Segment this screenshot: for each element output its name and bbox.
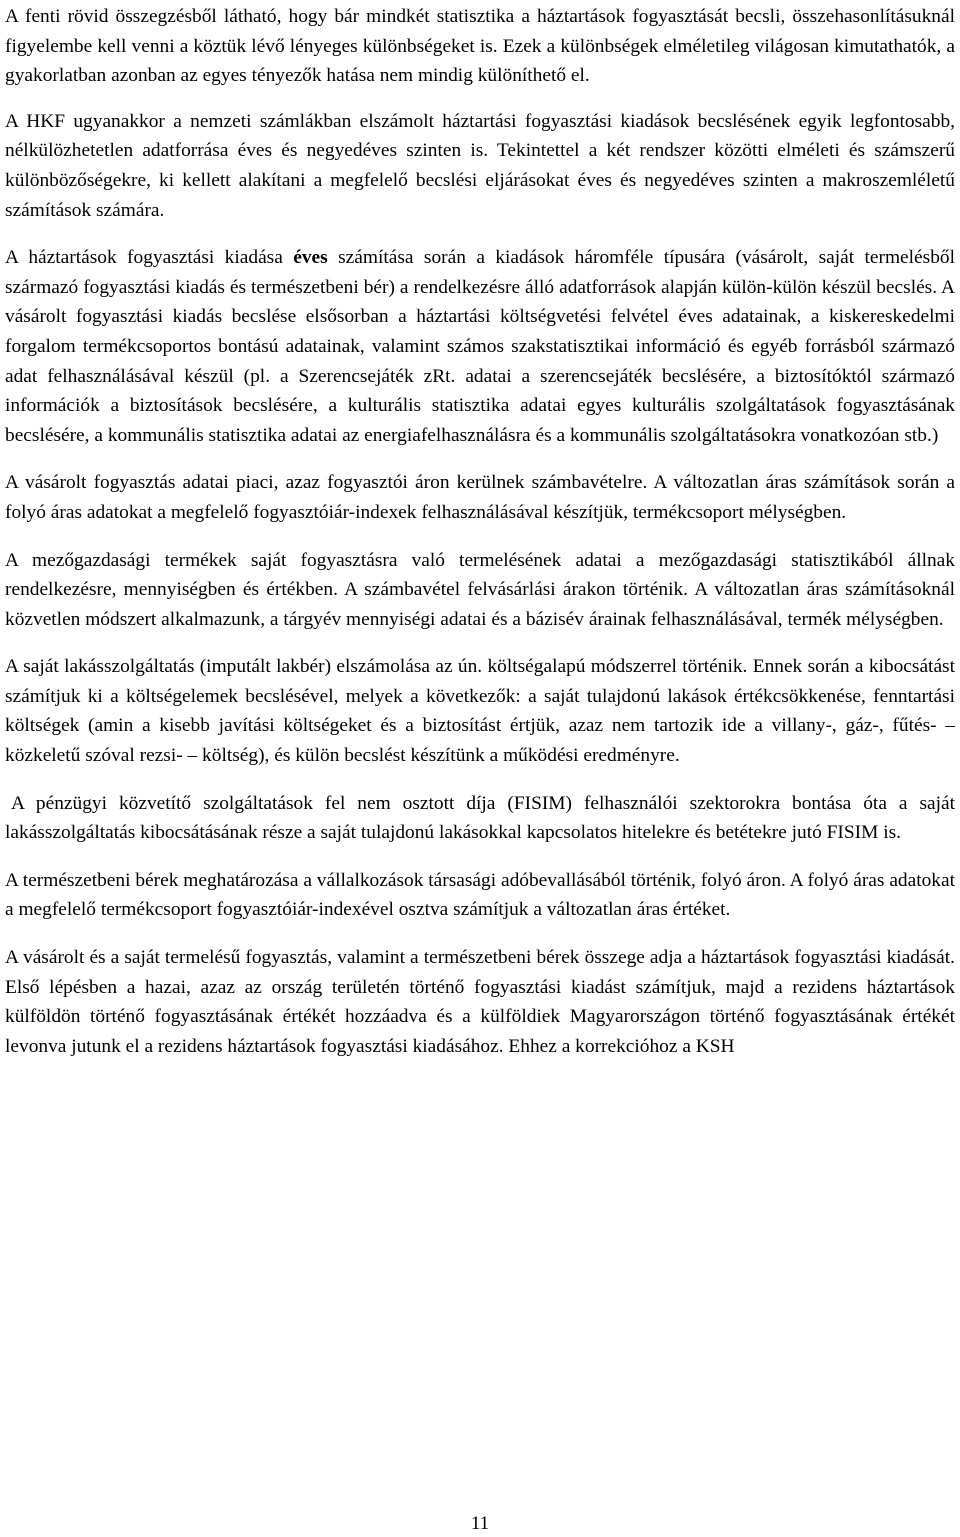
paragraph-fisim: A pénzügyi közvetítő szolgáltatások fel nem osztott díja (FISIM) felhasználói szektorokra bontása óta a saját lakásszolgáltatás kibocsátásának része a saját tulajdonú lakásokkal kapcsolatos hitelekre és betétekre jutó FISIM is. xyxy=(5,792,955,844)
emphasis-eves: éves xyxy=(293,247,328,269)
paragraph-hkf-data-source: A HKF ugyanakkor a nemzeti számlákban elszámolt háztartási fogyasztási kiadások becslésének egyik legfontosabb, nélkülözhetetlen adatforrása éves és negyedéves szinten is. Tekintettel a két rendszer közötti elméleti és számszerű különbözőségekre, ki kellett alakítani a megfelelő becslési eljárásokat éves és negyedéves szinten a makroszemléletű számítások számára. xyxy=(5,110,955,221)
paragraph-annual-calculation-rest: számítása során a kiadások háromféle típusára (vásárolt, saját termelésből származó fogyasztási kiadás és természetbeni bér) a rendelkezésre álló adatforrások alapján külön-külön készül becslés. A vásárolt fogyasztási kiadás becslése elsősorban a háztartási költségvetési felvétel éves adatainak, a kiskereskedelmi forgalom termékcsoportos bontású adatainak, valamint számos szakstatisztikai információ és egyéb forrásból származó adat felhasználásával készül (pl. a Szerencsejáték zRt. adatai a szerencsejáték becslésére, a biztosítóktól származó információk a biztosítások becslésére, a kulturális statisztika adatai egyes kulturális szolgáltatások fogyasztásának becslésére, a kommunális statisztika adatai az energiafelhasználásra és a kommunális szolgáltatásokra vonatkozóan stb.) xyxy=(5,247,955,446)
paragraph-annual-calculation-start: A háztartások fogyasztási kiadása xyxy=(5,247,294,269)
paragraph-annual-calculation xyxy=(5,243,955,450)
page-number: 11 xyxy=(470,1513,490,1534)
paragraph-total-consumption: A vásárolt és a saját termelésű fogyasztás, valamint a természetbeni bérek összege adja a háztartások fogyasztási kiadását. Első lépésben a hazai, azaz az ország területén történő fogyasztási kiadást számítjuk, majd a rezidens háztartások külföldön történő fogyasztásának értékét hozzáadva és a külföldiek Magyarországon történő fogyasztásának értékét levonva jutunk el a rezidens háztartások fogyasztási kiadásához. Ehhez a korrekcióhoz a KSH xyxy=(5,947,955,1057)
paragraph-wages-in-kind: A természetbeni bérek meghatározása a vállalkozások társasági adóbevallásából történik, folyó áron. A folyó áras adatokat a megfelelő termékcsoport fogyasztóiár-indexével osztva számítjuk a változatlan áras értéket. xyxy=(5,869,955,921)
paragraph-imputed-rent: A saját lakásszolgáltatás (imputált lakbér) elszámolása az ún. költségalapú módszerrel történik. Ennek során a kibocsátást számítjuk ki a költségelemek becslésével, melyek a következők: a saját tulajdonú lakások értékcsökkenése, fenntartási költségek (amin a kisebb javítási költségeket és a biztosítást értjük, azaz nem tartozik ide a villany-, gáz-, fűtés- – közkeletű szóval rezsi- – költség), és külön becslést készítünk a működési eredményre. xyxy=(5,656,955,767)
paragraph-intro-summary: A fenti rövid összegzésből látható, hogy bár mindkét statisztika a háztartások fogyasztását becsli, összehasonlításuknál figyelembe kell venni a köztük lévő lényeges különbségeket is. Ezek a különbségek elméletileg világosan kimutathatók, a gyakorlatban azonban az egyes tényezők hatása nem mindig különíthető el. xyxy=(5,6,955,87)
paragraph-agricultural-own-consumption: A mezőgazdasági termékek saját fogyasztásra való termelésének adatai a mezőgazdasági statisztikából állnak rendelkezésre, mennyiségben és értékben. A számbavétel felvásárlási árakon történik. A változatlan áras számításoknál közvetlen módszert alkalmazunk, a tárgyév mennyiségi adatai és a bázisév árainak felhasználásával, termék mélységben. xyxy=(5,549,955,630)
document-page xyxy=(5,2,955,1079)
paragraph-purchased-consumption: A vásárolt fogyasztás adatai piaci, azaz fogyasztói áron kerülnek számbavételre. A változatlan áras számítások során a folyó áras adatokat a megfelelő fogyasztóiár-indexek felhasználásával készítjük, termékcsoport mélységben. xyxy=(5,472,955,523)
